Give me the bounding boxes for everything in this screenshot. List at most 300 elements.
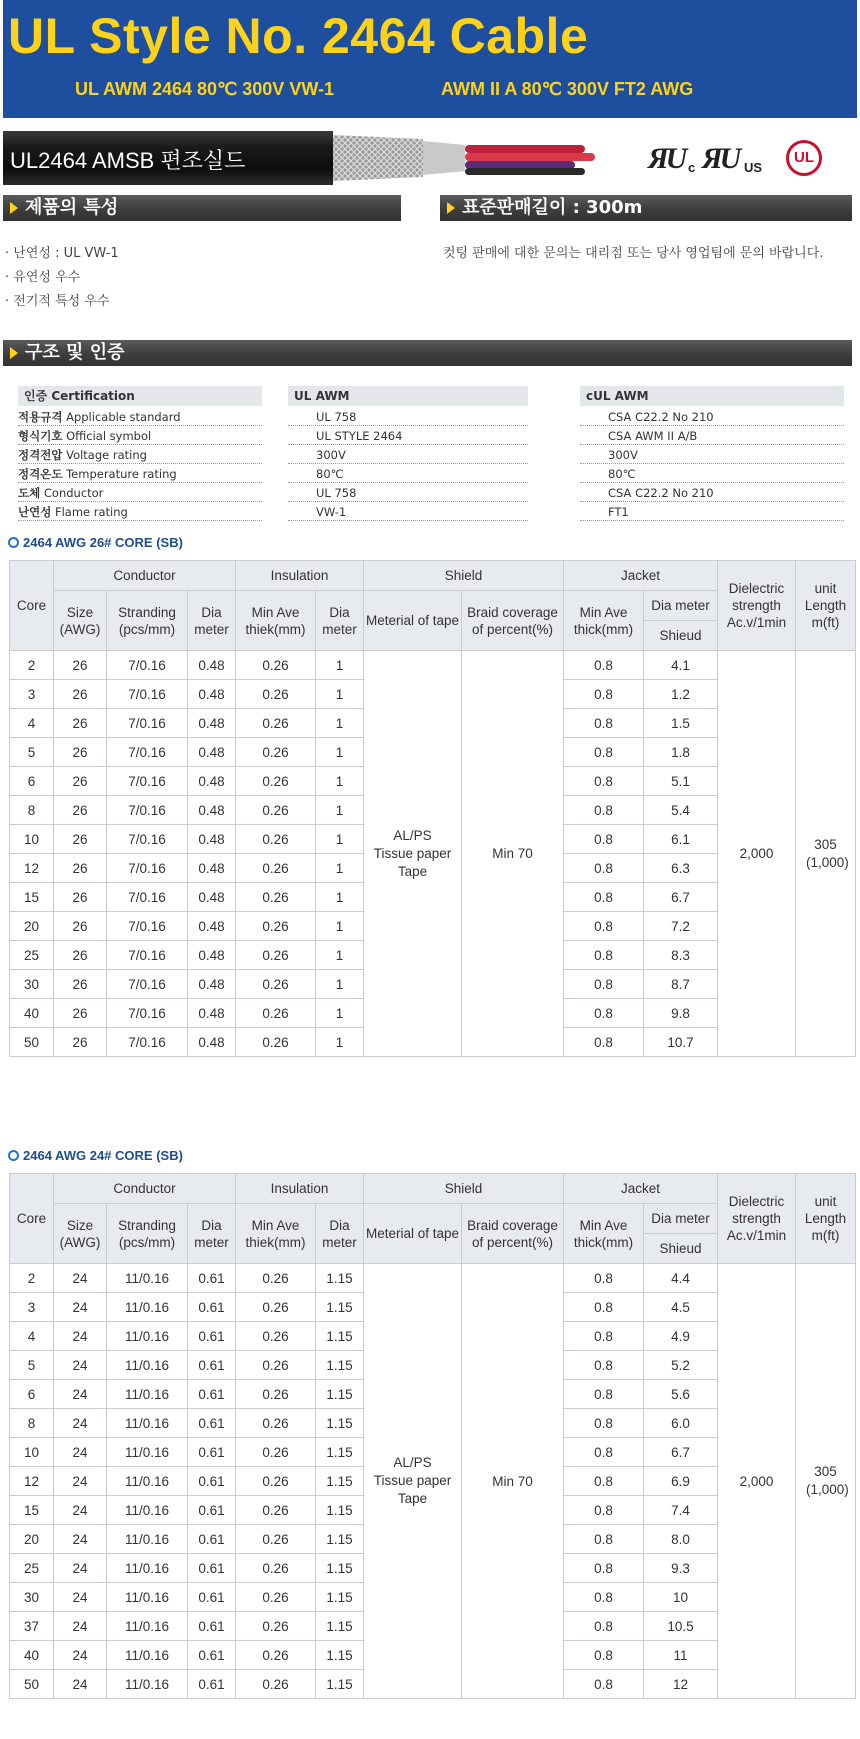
cell-insulation-thick: 0.26 [236,1525,316,1554]
cell-size: 24 [54,1525,107,1554]
cell-size: 24 [54,1583,107,1612]
cell-conductor-dia: 0.61 [188,1525,236,1554]
cell-core: 8 [10,1409,54,1438]
cell-stranding: 7/0.16 [107,883,188,912]
th-dielectric: Dielectric strength Ac.v/1min [718,1174,796,1264]
cell-insulation-dia: 1 [316,854,364,883]
cell-core: 10 [10,1438,54,1467]
cell-size: 26 [54,941,107,970]
cell-jacket-dia: 4.5 [644,1293,718,1322]
cell-size: 24 [54,1641,107,1670]
cell-insulation-thick: 0.26 [236,680,316,709]
cell-insulation-dia: 1 [316,651,364,680]
th-unit-length: unit Length m(ft) [796,1174,856,1264]
cell-jacket-thick: 0.8 [564,1496,644,1525]
cell-jacket-thick: 0.8 [564,912,644,941]
cell-insulation-thick: 0.26 [236,825,316,854]
cell-insulation-thick: 0.26 [236,1496,316,1525]
cell-jacket-thick: 0.8 [564,854,644,883]
cell-insulation-thick: 0.26 [236,1641,316,1670]
cell-insulation-thick: 0.26 [236,651,316,680]
cell-insulation-dia: 1.15 [316,1293,364,1322]
cell-jacket-dia: 5.2 [644,1351,718,1380]
cell-jacket-thick: 0.8 [564,825,644,854]
cell-jacket-thick: 0.8 [564,1438,644,1467]
cell-jacket-thick: 0.8 [564,1670,644,1699]
cell-insulation-thick: 0.26 [236,970,316,999]
cell-jacket-dia: 9.3 [644,1554,718,1583]
cell-core: 4 [10,1322,54,1351]
cru-c-label: c [688,160,696,175]
cell-size: 26 [54,825,107,854]
cert-header-ul: UL AWM [288,386,528,406]
cell-conductor-dia: 0.48 [188,680,236,709]
cell-size: 24 [54,1351,107,1380]
cell-insulation-dia: 1 [316,1028,364,1057]
cell-core: 15 [10,1496,54,1525]
header-banner [3,0,857,118]
cell-jacket-thick: 0.8 [564,796,644,825]
cell-insulation-thick: 0.26 [236,1670,316,1699]
cell-size: 24 [54,1554,107,1583]
cell-stranding: 7/0.16 [107,709,188,738]
cell-size: 26 [54,883,107,912]
cell-size: 26 [54,651,107,680]
cell-stranding: 11/0.16 [107,1612,188,1641]
cell-size: 24 [54,1322,107,1351]
th-insulation: Insulation [236,561,364,591]
cell-jacket-dia: 1.8 [644,738,718,767]
cell-insulation-dia: 1 [316,796,364,825]
table-row [10,651,856,680]
th-conductor: Conductor [54,1174,236,1204]
cert-cul-value: 300V [580,446,844,464]
cell-size: 24 [54,1409,107,1438]
cell-insulation-dia: 1.15 [316,1583,364,1612]
cell-conductor-dia: 0.48 [188,883,236,912]
circle-bullet-icon [8,537,19,548]
cell-stranding: 7/0.16 [107,680,188,709]
cell-jacket-thick: 0.8 [564,1554,644,1583]
cell-jacket-dia: 5.4 [644,796,718,825]
th-jacket-thick: Min Ave thick(mm) [564,591,644,651]
cell-jacket-dia: 8.3 [644,941,718,970]
th-conductor-dia: Dia meter [188,591,236,651]
cell-jacket-thick: 0.8 [564,1612,644,1641]
cell-jacket-thick: 0.8 [564,1293,644,1322]
cell-jacket-dia: 6.0 [644,1409,718,1438]
cell-core: 10 [10,825,54,854]
th-insulation-dia: Dia meter [316,1204,364,1264]
cell-stranding: 7/0.16 [107,738,188,767]
cell-jacket-dia: 4.1 [644,651,718,680]
ul-listed-icon: UL [786,140,822,176]
th-jacket-dia: Dia meter [644,1204,718,1234]
cell-size: 26 [54,680,107,709]
cell-core: 3 [10,1293,54,1322]
th-conductor: Conductor [54,561,236,591]
cell-insulation-dia: 1 [316,825,364,854]
cell-conductor-dia: 0.48 [188,1028,236,1057]
cell-conductor-dia: 0.61 [188,1670,236,1699]
th-jacket-thick: Min Ave thick(mm) [564,1204,644,1264]
th-insulation-dia: Dia meter [316,591,364,651]
cell-stranding: 11/0.16 [107,1293,188,1322]
cell-jacket-dia: 12 [644,1670,718,1699]
cert-ul-value: VW-1 [288,503,528,521]
cell-jacket-thick: 0.8 [564,883,644,912]
length-heading: 표준판매길이 : 300m [462,197,643,218]
cell-tape-material: AL/PS Tissue paper Tape [364,1264,462,1699]
cell-jacket-dia: 7.2 [644,912,718,941]
cable-label: UL2464 AMSB 편조실드 [10,148,246,173]
cell-insulation-thick: 0.26 [236,1467,316,1496]
cell-size: 26 [54,854,107,883]
page-title: UL Style No. 2464 Cable [8,8,589,64]
cell-stranding: 7/0.16 [107,796,188,825]
cell-jacket-thick: 0.8 [564,970,644,999]
cell-size: 24 [54,1612,107,1641]
cell-jacket-dia: 4.4 [644,1264,718,1293]
cell-insulation-thick: 0.26 [236,1028,316,1057]
cert-label: 난연성 Flame rating [18,503,262,521]
table-2-title: 2464 AWG 24# CORE (SB) [8,1148,183,1163]
cell-core: 15 [10,883,54,912]
cert-ul-value: 80℃ [288,465,528,483]
cell-jacket-dia: 9.8 [644,999,718,1028]
cell-jacket-thick: 0.8 [564,1351,644,1380]
cell-core: 50 [10,1670,54,1699]
cell-insulation-dia: 1 [316,680,364,709]
th-tape: Meterial of tape [364,591,462,651]
cell-insulation-dia: 1 [316,738,364,767]
cell-stranding: 11/0.16 [107,1264,188,1293]
cell-insulation-thick: 0.26 [236,854,316,883]
length-note: 컷팅 판매에 대한 문의는 대리점 또는 당사 영업팀에 문의 바랍니다. [443,246,824,261]
cell-stranding: 11/0.16 [107,1583,188,1612]
cell-core: 50 [10,1028,54,1057]
cell-dielectric: 2,000 [718,651,796,1057]
cell-stranding: 7/0.16 [107,970,188,999]
cell-conductor-dia: 0.61 [188,1322,236,1351]
cell-insulation-dia: 1 [316,912,364,941]
th-size: Size (AWG) [54,1204,107,1264]
cell-core: 5 [10,1351,54,1380]
cell-insulation-thick: 0.26 [236,883,316,912]
cell-conductor-dia: 0.48 [188,767,236,796]
cert-cul-value: CSA C22.2 No 210 [580,408,844,426]
subtitle-ul-awm: UL AWM 2464 80℃ 300V VW-1 [75,79,334,99]
cell-stranding: 11/0.16 [107,1322,188,1351]
th-shield: Shield [364,561,564,591]
th-core: Core [10,1174,54,1264]
cell-insulation-dia: 1.15 [316,1670,364,1699]
cell-jacket-dia: 7.4 [644,1496,718,1525]
cell-insulation-thick: 0.26 [236,767,316,796]
cell-conductor-dia: 0.61 [188,1264,236,1293]
cell-insulation-dia: 1 [316,709,364,738]
cell-conductor-dia: 0.61 [188,1351,236,1380]
cell-insulation-thick: 0.26 [236,1438,316,1467]
cell-jacket-thick: 0.8 [564,1380,644,1409]
cell-insulation-thick: 0.26 [236,709,316,738]
cell-jacket-dia: 11 [644,1641,718,1670]
cell-size: 26 [54,767,107,796]
cert-marks [648,138,828,188]
cell-conductor-dia: 0.48 [188,738,236,767]
cell-insulation-thick: 0.26 [236,912,316,941]
cell-stranding: 11/0.16 [107,1467,188,1496]
cell-unit-length: 305 (1,000) [796,651,856,1057]
cell-jacket-dia: 6.9 [644,1467,718,1496]
table-row [10,1264,856,1293]
th-insulation-thick: Min Ave thiek(mm) [236,1204,316,1264]
cell-insulation-dia: 1.15 [316,1467,364,1496]
cell-insulation-dia: 1.15 [316,1496,364,1525]
cell-size: 26 [54,796,107,825]
cru-us-label: US [744,160,763,175]
cell-size: 26 [54,709,107,738]
cell-core: 3 [10,680,54,709]
cell-jacket-thick: 0.8 [564,1264,644,1293]
cell-insulation-thick: 0.26 [236,1322,316,1351]
cell-stranding: 7/0.16 [107,941,188,970]
cell-conductor-dia: 0.48 [188,970,236,999]
cell-conductor-dia: 0.61 [188,1583,236,1612]
cell-jacket-dia: 10.5 [644,1612,718,1641]
cell-conductor-dia: 0.48 [188,709,236,738]
cell-jacket-dia: 1.2 [644,680,718,709]
cell-insulation-thick: 0.26 [236,1554,316,1583]
th-conductor-dia: Dia meter [188,1204,236,1264]
subtitle-awm-ft2: AWM II A 80℃ 300V FT2 AWG [441,79,694,99]
cell-size: 24 [54,1438,107,1467]
cell-insulation-thick: 0.26 [236,738,316,767]
cell-braid-coverage: Min 70 [462,651,564,1057]
cell-jacket-dia: 8.0 [644,1525,718,1554]
feature-item: · 유연성 우수 [5,270,81,285]
cell-insulation-thick: 0.26 [236,1409,316,1438]
cell-insulation-thick: 0.26 [236,796,316,825]
spec-table-awg26 [9,560,856,1057]
cell-core: 30 [10,970,54,999]
cell-insulation-thick: 0.26 [236,1293,316,1322]
cell-conductor-dia: 0.61 [188,1438,236,1467]
cell-conductor-dia: 0.48 [188,999,236,1028]
arrow-right-icon [10,202,18,214]
cell-stranding: 11/0.16 [107,1380,188,1409]
th-jacket-dia-sub: Shieud [644,1234,718,1264]
cell-jacket-thick: 0.8 [564,680,644,709]
cert-ul-value: UL 758 [288,484,528,502]
cell-jacket-dia: 10.7 [644,1028,718,1057]
cell-jacket-dia: 5.1 [644,767,718,796]
cell-insulation-dia: 1 [316,767,364,796]
structure-heading: 구조 및 인증 [25,342,125,363]
cell-insulation-thick: 0.26 [236,1380,316,1409]
th-tape: Meterial of tape [364,1204,462,1264]
cell-insulation-thick: 0.26 [236,999,316,1028]
cell-insulation-dia: 1.15 [316,1438,364,1467]
cell-size: 26 [54,999,107,1028]
cell-insulation-thick: 0.26 [236,1612,316,1641]
cell-conductor-dia: 0.61 [188,1380,236,1409]
cell-jacket-dia: 6.3 [644,854,718,883]
cert-cul-value: FT1 [580,503,844,521]
th-jacket: Jacket [564,1174,718,1204]
cell-conductor-dia: 0.48 [188,854,236,883]
cell-size: 24 [54,1496,107,1525]
cell-conductor-dia: 0.48 [188,651,236,680]
cell-jacket-dia: 6.7 [644,1438,718,1467]
cert-header-cul: cUL AWM [580,386,844,406]
cell-core: 37 [10,1612,54,1641]
th-insulation: Insulation [236,1174,364,1204]
cell-insulation-dia: 1.15 [316,1322,364,1351]
cell-conductor-dia: 0.61 [188,1612,236,1641]
cert-cul-value: 80℃ [580,465,844,483]
th-braid: Braid coverage of percent(%) [462,1204,564,1264]
cell-stranding: 11/0.16 [107,1496,188,1525]
cell-size: 24 [54,1467,107,1496]
cell-insulation-dia: 1.15 [316,1612,364,1641]
cell-size: 24 [54,1264,107,1293]
cell-stranding: 7/0.16 [107,854,188,883]
cell-insulation-dia: 1 [316,883,364,912]
cell-jacket-dia: 4.9 [644,1322,718,1351]
cell-jacket-thick: 0.8 [564,1409,644,1438]
cell-stranding: 11/0.16 [107,1670,188,1699]
cell-stranding: 7/0.16 [107,767,188,796]
cell-jacket-thick: 0.8 [564,1525,644,1554]
cell-core: 4 [10,709,54,738]
cell-insulation-dia: 1.15 [316,1409,364,1438]
cell-jacket-thick: 0.8 [564,1641,644,1670]
cell-core: 5 [10,738,54,767]
features-heading: 제품의 특성 [25,197,119,218]
circle-bullet-icon [8,1150,19,1161]
cell-core: 40 [10,999,54,1028]
cell-dielectric: 2,000 [718,1264,796,1699]
cell-core: 2 [10,651,54,680]
cell-core: 12 [10,1467,54,1496]
arrow-right-icon [10,347,18,359]
cell-stranding: 7/0.16 [107,651,188,680]
cell-size: 24 [54,1293,107,1322]
cell-core: 6 [10,1380,54,1409]
table-1-title: 2464 AWG 26# CORE (SB) [8,535,183,550]
cell-conductor-dia: 0.61 [188,1293,236,1322]
feature-item: · 전기적 특성 우수 [5,294,110,309]
cert-header-label: 인증 Certification [18,386,262,406]
cell-size: 26 [54,1028,107,1057]
cell-jacket-thick: 0.8 [564,709,644,738]
th-shield: Shield [364,1174,564,1204]
cell-braid-coverage: Min 70 [462,1264,564,1699]
cell-stranding: 11/0.16 [107,1351,188,1380]
cell-insulation-dia: 1.15 [316,1554,364,1583]
cell-conductor-dia: 0.61 [188,1496,236,1525]
cell-conductor-dia: 0.61 [188,1409,236,1438]
cell-conductor-dia: 0.48 [188,941,236,970]
cell-jacket-thick: 0.8 [564,999,644,1028]
th-unit-length: unit Length m(ft) [796,561,856,651]
cell-insulation-thick: 0.26 [236,941,316,970]
cell-conductor-dia: 0.61 [188,1467,236,1496]
cell-jacket-thick: 0.8 [564,1028,644,1057]
cell-jacket-thick: 0.8 [564,738,644,767]
cell-stranding: 11/0.16 [107,1409,188,1438]
cell-insulation-dia: 1.15 [316,1641,364,1670]
cell-core: 2 [10,1264,54,1293]
cell-core: 20 [10,1525,54,1554]
cell-stranding: 7/0.16 [107,912,188,941]
cell-core: 20 [10,912,54,941]
cell-core: 40 [10,1641,54,1670]
cell-size: 26 [54,912,107,941]
cell-core: 25 [10,1554,54,1583]
cell-jacket-dia: 1.5 [644,709,718,738]
th-core: Core [10,561,54,651]
cell-stranding: 11/0.16 [107,1438,188,1467]
cell-jacket-dia: 10 [644,1583,718,1612]
cell-jacket-thick: 0.8 [564,941,644,970]
structure-heading-bar [3,340,852,366]
cell-conductor-dia: 0.61 [188,1641,236,1670]
cell-insulation-dia: 1 [316,941,364,970]
cert-cul-value: CSA C22.2 No 210 [580,484,844,502]
th-jacket-dia: Dia meter [644,591,718,621]
cell-conductor-dia: 0.48 [188,796,236,825]
cert-label: 정격전압 Voltage rating [18,446,262,464]
spec-table-awg24 [9,1173,856,1699]
cell-jacket-thick: 0.8 [564,767,644,796]
cell-core: 6 [10,767,54,796]
th-stranding: Stranding (pcs/mm) [107,591,188,651]
cell-stranding: 11/0.16 [107,1641,188,1670]
cell-stranding: 11/0.16 [107,1554,188,1583]
ru-mark-us-icon: ЯU [702,142,739,175]
cell-core: 25 [10,941,54,970]
cell-core: 12 [10,854,54,883]
cell-core: 8 [10,796,54,825]
cell-jacket-thick: 0.8 [564,1467,644,1496]
cert-label: 도체 Conductor [18,484,262,502]
th-jacket-dia-sub: Shieud [644,621,718,651]
cell-conductor-dia: 0.48 [188,825,236,854]
cell-conductor-dia: 0.61 [188,1554,236,1583]
cell-jacket-thick: 0.8 [564,1583,644,1612]
cell-core: 30 [10,1583,54,1612]
length-heading-bar [440,195,852,221]
th-insulation-thick: Min Ave thiek(mm) [236,591,316,651]
cert-cul-value: CSA AWM II A/B [580,427,844,445]
cell-size: 24 [54,1380,107,1409]
cell-size: 26 [54,970,107,999]
th-dielectric: Dielectric strength Ac.v/1min [718,561,796,651]
cell-jacket-dia: 6.1 [644,825,718,854]
arrow-right-icon [447,202,455,214]
th-braid: Braid coverage of percent(%) [462,591,564,651]
th-size: Size (AWG) [54,591,107,651]
th-stranding: Stranding (pcs/mm) [107,1204,188,1264]
cell-jacket-thick: 0.8 [564,1322,644,1351]
cert-label: 적용규격 Applicable standard [18,408,262,426]
cell-insulation-dia: 1.15 [316,1264,364,1293]
cell-jacket-dia: 6.7 [644,883,718,912]
cell-insulation-thick: 0.26 [236,1264,316,1293]
cell-size: 24 [54,1670,107,1699]
